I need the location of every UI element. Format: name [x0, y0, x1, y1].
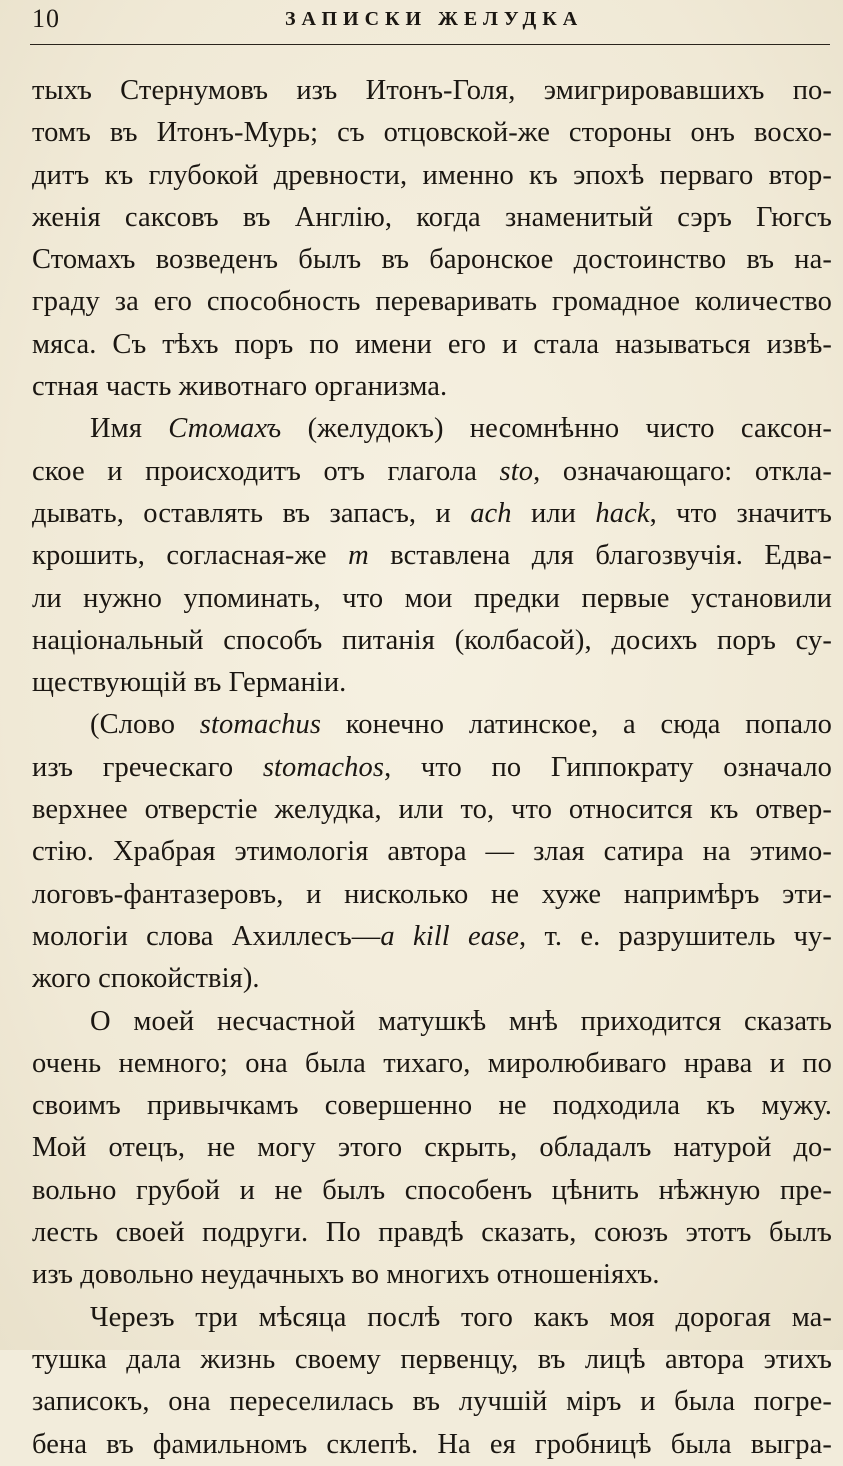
text-segment: (желудокъ) несомнѣнно чисто саксон- [281, 413, 832, 445]
running-title: ЗАПИСКИ ЖЕЛУДКА [285, 8, 584, 30]
text-line [32, 662, 832, 704]
text-segment: томъ въ Итонъ-Мурь; съ отцовской-же стороны онъ восхо- [32, 117, 832, 149]
text-segment: стная часть животнаго организма. [32, 371, 448, 403]
text-segment: бена въ фамильномъ склепѣ. На ея гробницѣ была выгра- [32, 1428, 832, 1460]
text-segment: національный способъ питанія (колбасой), досихъ поръ су- [32, 624, 832, 656]
text-segment: жого спокойствія). [32, 963, 260, 995]
text-segment: дитъ къ глубокой древности, именно къ эпохѣ перваго втор- [32, 159, 832, 191]
text-segment: или [511, 497, 596, 529]
text-segment: конечно латинское, а сюда попало [321, 709, 832, 741]
italic-term: Стомахъ [168, 413, 282, 445]
text-segment: Имя [90, 413, 169, 445]
text-segment: тушка дала жизнь своему первенцу, въ лицѣ автора этихъ [32, 1343, 832, 1375]
text-segment: (Слово [90, 709, 200, 741]
text-segment: ли нужно упоминать, что мои предки первые установили [32, 582, 832, 614]
text-line [32, 1001, 832, 1043]
text-segment: ществующій въ Германіи. [32, 667, 347, 699]
text-line [32, 1085, 832, 1127]
text-segment: , т. е. разрушитель чу- [519, 920, 832, 952]
text-line [32, 408, 832, 450]
text-line [32, 1043, 832, 1085]
italic-term: stomachus [199, 709, 322, 741]
text-segment: вставлена для благозвучія. Едва- [368, 540, 832, 572]
text-segment: верхнее отверстіе желудка, или то, что относится къ отвер- [32, 794, 832, 826]
text-line [32, 155, 832, 197]
text-segment: , что значитъ [649, 497, 832, 529]
header-rule [30, 44, 830, 45]
text-segment: тыхъ Стернумовъ изъ Итонъ-Голя, эмигрировавшихъ по- [32, 75, 832, 106]
text-segment: своимъ привычкамъ совершенно не подходила къ мужу. [32, 1090, 832, 1122]
text-line [32, 1297, 832, 1339]
italic-term: stomachos [262, 751, 385, 783]
text-segment: записокъ, она переселилась въ лучшій міръ и была погре- [32, 1386, 832, 1418]
text-line [32, 789, 832, 831]
text-line [32, 1424, 832, 1466]
text-segment: , что по Гиппократу означало [384, 751, 832, 783]
text-segment: стію. Храбрая этимологія автора — злая сатира на этимо- [32, 836, 832, 868]
text-line [32, 578, 832, 620]
text-segment: граду за его способность переваривать громадное количество [32, 286, 832, 318]
text-line [32, 747, 832, 789]
text-line [32, 324, 832, 366]
text-line [32, 112, 832, 154]
text-line [32, 831, 832, 873]
text-segment: мологіи слова Ахиллесъ— [32, 920, 381, 952]
text-line [32, 620, 832, 662]
italic-term: ach [470, 497, 512, 529]
text-segment: логовъ-фантазеровъ, и нисколько не хуже напримѣръ эти- [32, 878, 832, 910]
text-segment: О моей несчастной матушкѣ мнѣ приходится сказать [90, 1005, 832, 1037]
text-line [32, 239, 832, 281]
italic-term: hack [595, 497, 650, 529]
text-segment: крошить, согласная-же [32, 540, 349, 572]
text-segment: Черезъ три мѣсяца послѣ того какъ моя дорогая ма- [90, 1301, 832, 1333]
text-line [32, 451, 832, 493]
running-head [0, 0, 843, 44]
text-line [32, 1339, 832, 1381]
text-line [32, 70, 832, 112]
text-segment: вольно грубой и не былъ способенъ цѣнить нѣжную пре- [32, 1174, 832, 1206]
body-text [32, 70, 832, 1466]
italic-term: sto [499, 455, 534, 487]
text-line [32, 916, 832, 958]
page-number: 10 [32, 4, 60, 33]
text-segment: Мой отецъ, не могу этого скрыть, обладалъ натурой до- [32, 1132, 832, 1164]
text-line [32, 704, 832, 746]
text-segment: мяса. Съ тѣхъ поръ по имени его и стала называться извѣ- [32, 328, 832, 360]
text-segment: Стомахъ возведенъ былъ въ баронское достоинство въ на- [32, 244, 832, 276]
text-line [32, 281, 832, 323]
text-segment: лесть своей подруги. По правдѣ сказать, союзъ этотъ былъ [32, 1217, 832, 1249]
text-line [32, 1381, 832, 1423]
italic-term: m [348, 540, 369, 572]
text-segment: очень немного; она была тихаго, миролюбиваго нрава и по [32, 1047, 832, 1079]
text-segment: изъ довольно неудачныхъ во многихъ отношеніяхъ. [32, 1259, 660, 1291]
text-line [32, 958, 832, 1000]
text-line [32, 535, 832, 577]
text-line [32, 1170, 832, 1212]
text-line [32, 1254, 832, 1296]
text-line [32, 1127, 832, 1169]
text-segment: женія саксовъ въ Англію, когда знаменитый сэръ Гюгсъ [32, 201, 832, 233]
text-segment: изъ греческаго [32, 751, 263, 783]
text-line [32, 874, 832, 916]
text-line [32, 366, 832, 408]
text-line [32, 1212, 832, 1254]
text-segment: дывать, оставлять въ запасъ, и [32, 497, 471, 529]
text-segment: , означающаго: откла- [533, 455, 832, 487]
italic-term: a kill ease [380, 920, 520, 952]
text-segment: ское и происходитъ отъ глагола [32, 455, 500, 487]
text-line [32, 197, 832, 239]
text-line [32, 493, 832, 535]
